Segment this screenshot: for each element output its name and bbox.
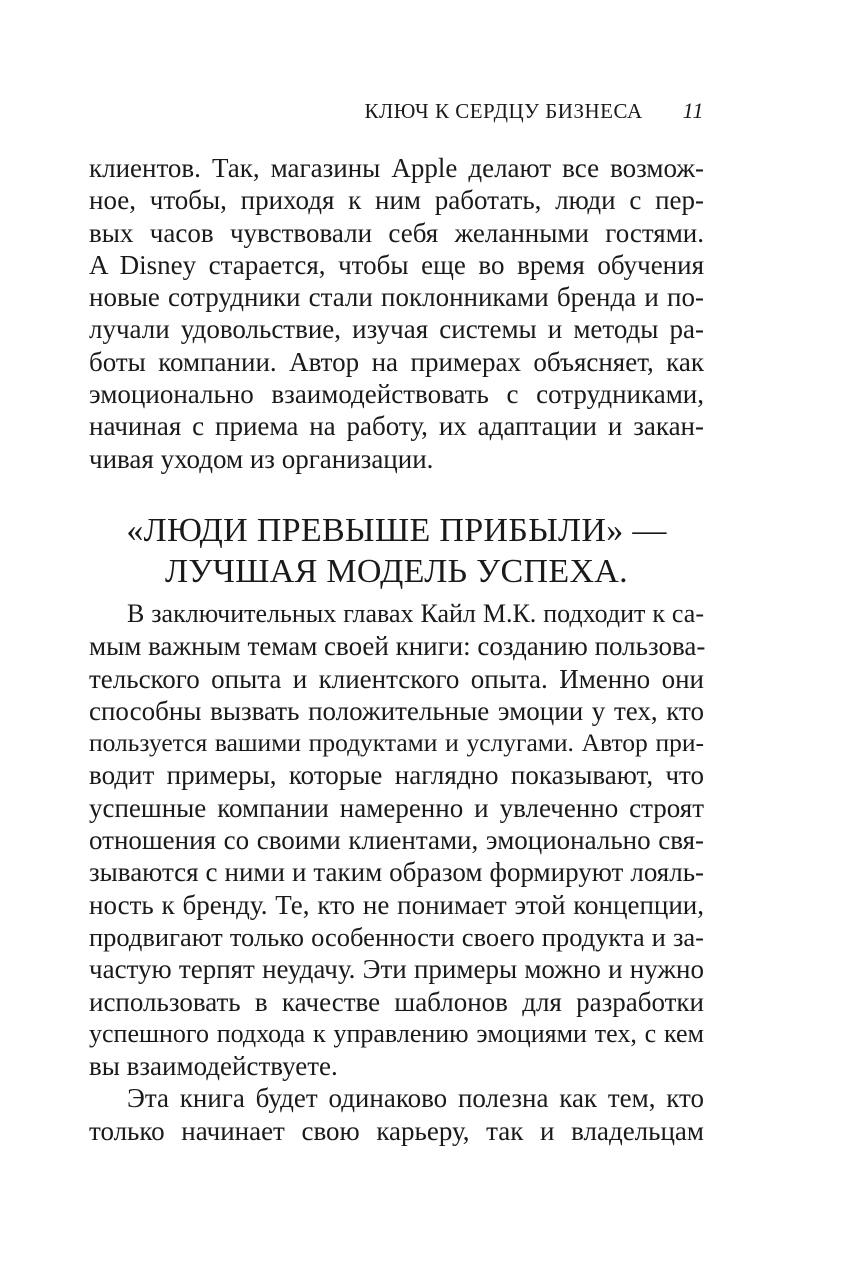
text-line: пользуется вашими продуктами и услугами. Автор при- — [89, 728, 704, 758]
text-line: мым важным темам своей книги: созданию пользова- — [89, 631, 706, 662]
body-text-top — [89, 152, 704, 475]
text-line: чивая уходом из организации. — [89, 443, 434, 474]
page-number: 11 — [682, 98, 704, 123]
text-line: успешного подхода к управлению эмоциями тех, с кем — [89, 1018, 704, 1048]
text-line: клиентов. Так, магазины Apple делают все возмож- — [89, 153, 704, 183]
running-head-title: КЛЮЧ К СЕРДЦУ БИЗНЕСА — [364, 99, 643, 123]
body-text-bottom — [89, 598, 704, 1147]
text-line: частую терпят неудачу. Эти примеры можно и нужно — [89, 954, 704, 985]
text-line: лучали удовольствие, изучая системы и методы ра- — [89, 314, 704, 345]
text-line: ное, чтобы, приходя к ним работать, люди с пер- — [89, 185, 704, 216]
paragraph-3 — [89, 1082, 704, 1147]
text-line: успешные компании намеренно и увлеченно строят — [89, 792, 704, 823]
text-line: тельского опыта и клиентского опыта. Именно они — [89, 663, 704, 694]
section-heading-line-2: ЛУЧШАЯ МОДЕЛЬ УСПЕХА. — [165, 553, 628, 590]
text-line: эмоционально взаимодействовать с сотрудниками, — [89, 379, 704, 410]
paragraph-2 — [89, 598, 704, 1082]
text-line: вых часов чувствовали себя желанными гостями. — [89, 217, 704, 248]
text-line: В заключительных главах Кайл М.К. подходит к са- — [127, 599, 704, 628]
section-heading-line-1: «ЛЮДИ ПРЕВЫШЕ ПРИБЫЛИ» — — [126, 512, 667, 549]
text-line: новые сотрудники стали поклонниками бренда и по- — [89, 282, 704, 313]
text-line: только начинает свою карьеру, так и владельцам — [89, 1115, 704, 1146]
text-line: использовать в качестве шаблонов для разработки — [89, 986, 704, 1017]
text-line: A Disney старается, чтобы еще во время обучения — [89, 249, 704, 280]
text-line: зываются с ними и таким образом формируют лояль- — [89, 857, 704, 888]
text-line: способны вызвать положительные эмоции у тех, кто — [89, 695, 704, 726]
text-line: водит примеры, которые наглядно показывают, что — [89, 760, 704, 791]
paragraph-1 — [89, 152, 704, 475]
text-line: отношения со своими клиентами, эмоционально свя- — [89, 825, 704, 856]
running-head — [89, 98, 704, 124]
text-line: начиная с приема на работу, их адаптации и закан- — [89, 411, 704, 442]
text-line: боты компании. Автор на примерах объясняет, как — [89, 346, 704, 377]
text-line: продвигают только особенности своего продукта и за- — [89, 921, 704, 952]
text-line: вы взаимодействуете. — [89, 1051, 338, 1082]
section-heading — [89, 510, 704, 592]
text-line: ность к бренду. Те, кто не понимает этой концепции, — [89, 889, 704, 920]
text-line: Эта книга будет одинаково полезна как тем, кто — [127, 1083, 704, 1114]
